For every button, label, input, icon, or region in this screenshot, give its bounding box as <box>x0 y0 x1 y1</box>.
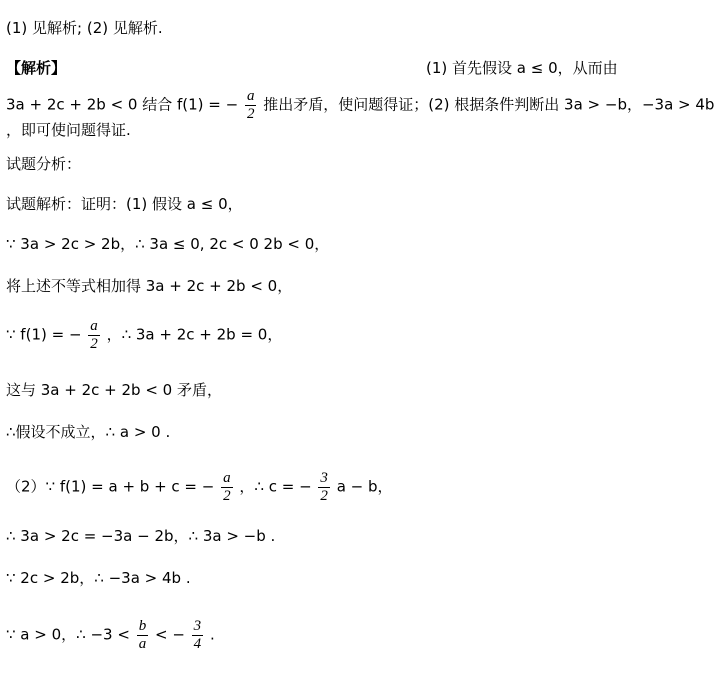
fraction-numerator: 3 <box>193 618 202 634</box>
analysis-intro-right: (1) 首先假设 a ≤ 0，从而由 <box>426 59 618 77</box>
analysis-line-2-pre: 3a + 2c + 2b < 0 结合 f(1) = − <box>6 95 239 114</box>
step-8: ∵ 2c > 2b，∴ −3a > 4b . <box>6 569 191 587</box>
analysis-line-3: ，即可使问题得证. <box>6 121 131 139</box>
step-5: ∴假设不成立，∴ a > 0 . <box>6 423 171 441</box>
analysis-title: 试题分析： <box>6 155 82 173</box>
step-9-post: . <box>209 625 215 644</box>
analysis-line-2 <box>6 88 714 123</box>
fraction-denominator: a <box>138 636 147 652</box>
fraction-a-over-2 <box>88 318 100 353</box>
fraction-a-over-2 <box>245 88 257 123</box>
step-4: 这与 3a + 2c + 2b < 0 矛盾， <box>6 381 222 399</box>
solution-title: 试题解析：证明：(1) 假设 a ≤ 0， <box>6 195 243 213</box>
step-7: ∴ 3a > 2c = −3a − 2b，∴ 3a > −b . <box>6 527 276 545</box>
fraction-denominator: 2 <box>246 106 255 122</box>
fraction-denominator: 2 <box>320 488 328 504</box>
step-2: 将上述不等式相加得 3a + 2c + 2b < 0， <box>6 277 293 295</box>
fraction-numerator: b <box>138 618 147 634</box>
fraction-numerator: a <box>246 88 255 104</box>
step-9-pre: ∵ a > 0，∴ −3 < <box>6 625 130 644</box>
analysis-heading: 【解析】 <box>6 59 67 77</box>
step-3-pre: ∵ f(1) = − <box>6 325 82 344</box>
fraction-numerator: a <box>223 470 231 486</box>
step-6-post: a − b， <box>336 477 393 496</box>
fraction-numerator: 3 <box>320 470 328 486</box>
fraction-denominator: 4 <box>193 636 202 652</box>
fraction-3-over-4 <box>192 618 204 653</box>
step-6-pre: （2）∵ f(1) = a + b + c = − <box>6 477 215 496</box>
fraction-numerator: a <box>90 318 98 334</box>
answer-line: (1) 见解析; (2) 见解析. <box>6 19 163 37</box>
fraction-3-over-2 <box>318 470 330 505</box>
step-3 <box>6 318 282 353</box>
step-6-mid: ，∴ c = − <box>239 477 312 496</box>
step-9-mid: < − <box>154 625 185 644</box>
analysis-line-2-post: 推出矛盾，使问题得证；(2) 根据条件判断出 3a > −b，−3a > 4b <box>263 95 714 114</box>
fraction-b-over-a <box>137 618 149 653</box>
fraction-a-over-2 <box>221 470 233 505</box>
step-9 <box>6 618 215 653</box>
step-6 <box>6 470 393 505</box>
step-1: ∵ 3a > 2c > 2b，∴ 3a ≤ 0, 2c < 0 2b < 0， <box>6 235 330 253</box>
fraction-denominator: 2 <box>223 488 231 504</box>
step-3-post: ，∴ 3a + 2c + 2b = 0， <box>106 325 283 344</box>
fraction-denominator: 2 <box>90 336 98 352</box>
